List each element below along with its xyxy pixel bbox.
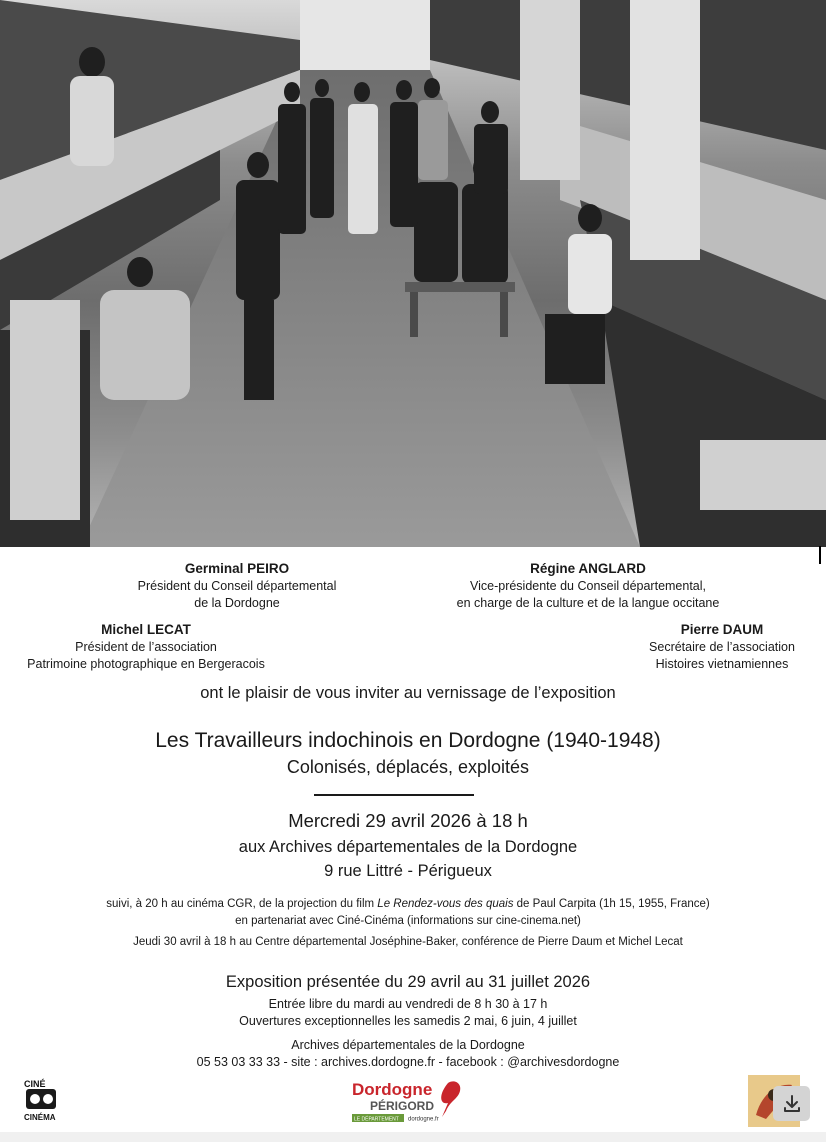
host-role-anglard-1: Vice-présidente du Conseil départemental,	[469, 579, 707, 593]
header-photo	[0, 0, 826, 547]
contact-line: 05 53 03 33 33 - site : archives.dordogne.fr - facebook : @archivesdordogne	[196, 1055, 620, 1069]
host-name-peiro: Germinal PEIRO	[184, 561, 290, 576]
host-name-anglard: Régine ANGLARD	[530, 561, 646, 576]
event-venue: aux Archives départementales de la Dordogne	[238, 838, 578, 856]
dordogne-logo-site: dordogne.fr	[408, 1116, 439, 1123]
exposition-hours: Entrée libre du mardi au vendredi de 8 h 30 à 17 h	[268, 997, 548, 1011]
exposition-exceptional: Ouvertures exceptionnelles les samedis 2 mai, 6 juin, 4 juillet	[239, 1014, 577, 1028]
title-divider	[314, 794, 474, 796]
dordogne-figure-icon	[441, 1081, 460, 1117]
host-role-lecat-2: Patrimoine photographique en Bergeracois	[27, 657, 265, 671]
archival-photo-illustration	[0, 0, 826, 547]
exhibition-subtitle: Colonisés, déplacés, exploités	[286, 757, 530, 777]
dordogne-logo-tag: LE DÉPARTEMENT	[354, 1116, 399, 1123]
exhibition-title: Les Travailleurs indochinois en Dordogne (1940-1948)	[155, 729, 661, 752]
host-name-lecat: Michel LECAT	[101, 622, 191, 637]
exposition-dates: Exposition présentée du 29 avril au 31 juillet 2026	[225, 973, 591, 991]
host-role-lecat-1: Président de l’association	[75, 640, 217, 654]
dordogne-logo-name: Dordogne	[352, 1080, 433, 1099]
host-name-daum: Pierre DAUM	[680, 622, 764, 637]
download-button[interactable]	[773, 1086, 810, 1121]
contact-org: Archives départementales de la Dordogne	[291, 1038, 525, 1052]
event-address: 9 rue Littré - Périgueux	[324, 862, 492, 880]
screening-line	[40, 896, 776, 913]
host-role-peiro-2: de la Dordogne	[194, 596, 280, 610]
conference-line: Jeudi 30 avril à 18 h au Centre départemental Joséphine-Baker, conférence de Pierre Daum et Michel Lecat	[133, 936, 683, 948]
screening-film-title: Le Rendez-vous des quais	[377, 898, 514, 910]
invitation-text: ont le plaisir de vous inviter au vernissage de l’exposition	[200, 684, 616, 702]
cine-logo-text-bottom: CINÉMA	[24, 1113, 56, 1122]
host-role-peiro-1: Président du Conseil départemental	[137, 579, 337, 593]
dordogne-perigord-logo	[350, 1077, 466, 1123]
screening-suffix: de Paul Carpita (1h 15, 1955, France)	[513, 898, 710, 910]
cine-logo-text-top: CINÉ	[24, 1079, 46, 1089]
download-icon	[782, 1094, 802, 1114]
event-date: Mercredi 29 avril 2026 à 18 h	[288, 810, 528, 831]
host-role-daum-1: Secrétaire de l’association	[649, 640, 795, 654]
screening-prefix: suivi, à 20 h au cinéma CGR, de la projection du film	[106, 898, 378, 910]
screening-partner: en partenariat avec Ciné-Cinéma (informations sur cine-cinema.net)	[235, 915, 581, 927]
dordogne-logo-region: PÉRIGORD	[370, 1099, 435, 1113]
page-cursor-mark	[819, 546, 821, 564]
host-role-anglard-2: en charge de la culture et de la langue occitane	[456, 596, 720, 610]
viewer-bottom-bar	[0, 1132, 826, 1142]
cine-cinema-logo	[22, 1078, 64, 1122]
host-role-daum-2: Histoires vietnamiennes	[655, 657, 789, 671]
